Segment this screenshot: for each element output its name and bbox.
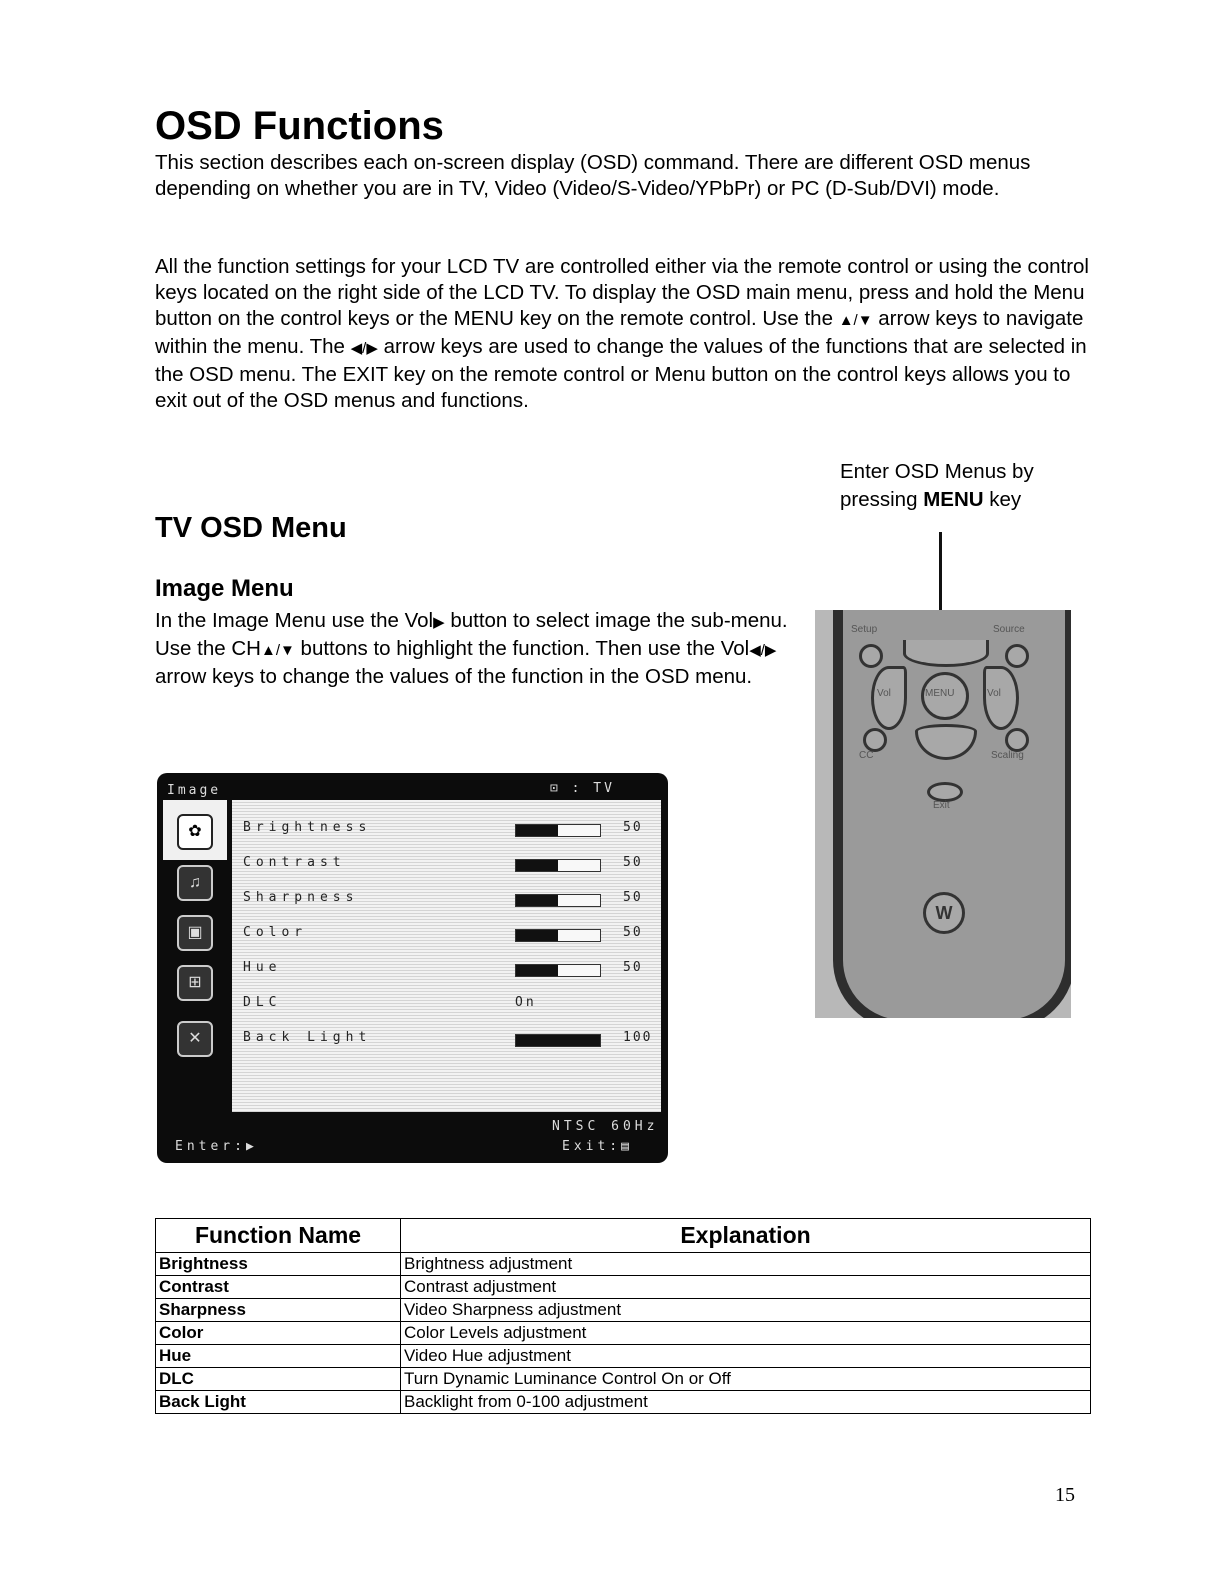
ch-up-button[interactable] xyxy=(903,640,989,667)
intro-paragraph-1: This section describes each on-screen display (OSD) command. There are different OSD menus depending on whether you are in TV, Video (Video/S-Video/YPbPr) or PC (D-Sub/DVI) mode. xyxy=(155,151,1031,200)
back-light-level-bar xyxy=(515,1034,601,1047)
table-row xyxy=(156,1345,1091,1368)
osd-image-menu-screen xyxy=(157,773,668,1163)
table-row xyxy=(156,1368,1091,1391)
image-menu-heading: Image Menu xyxy=(155,575,294,602)
osd-level-bar xyxy=(515,859,601,872)
explanation-cell: Video Sharpness adjustment xyxy=(401,1299,1091,1322)
function-table xyxy=(155,1218,1091,1414)
explanation-cell: Brightness adjustment xyxy=(401,1253,1091,1276)
osd-exit-hint: Exit:▤ xyxy=(562,1139,633,1154)
function-name-cell: Contrast xyxy=(156,1276,401,1299)
osd-row-color[interactable] xyxy=(243,919,658,949)
osd-row-value: 50 xyxy=(623,925,643,940)
source-button[interactable] xyxy=(1005,644,1029,668)
table-row xyxy=(156,1253,1091,1276)
remote-label-setup: Setup xyxy=(851,624,878,635)
page-number: 15 xyxy=(1055,1484,1075,1506)
brand-logo: W xyxy=(923,892,965,934)
osd-row-label: Sharpness xyxy=(243,890,359,905)
function-name-cell: DLC xyxy=(156,1368,401,1391)
osd-row-label: Contrast xyxy=(243,855,346,870)
osd-row-dlc[interactable]: DLC On xyxy=(243,995,537,1010)
function-name-cell: Sharpness xyxy=(156,1299,401,1322)
remote-control-photo: Setup Source Vol MENU Vol CC Scaling Exit W xyxy=(815,610,1071,1018)
osd-level-bar xyxy=(515,964,601,977)
osd-row-label: Brightness xyxy=(243,820,372,835)
osd-source-indicator: ⊡ : TV xyxy=(550,781,615,796)
scaling-button[interactable] xyxy=(1005,728,1029,752)
osd-row-label: Hue xyxy=(243,960,282,975)
osd-row-value: 50 xyxy=(623,820,643,835)
osd-tab-setup[interactable]: ✕ xyxy=(177,1021,213,1057)
osd-row-sharpness[interactable] xyxy=(243,884,658,914)
osd-row-value: 50 xyxy=(623,960,643,975)
osd-tab-pip[interactable]: ⊞ xyxy=(177,965,213,1001)
osd-row-value: 50 xyxy=(623,890,643,905)
up-down-arrows-icon: ▲/▼ xyxy=(838,312,873,329)
explanation-cell: Turn Dynamic Luminance Control On or Off xyxy=(401,1368,1091,1391)
osd-level-bar xyxy=(515,929,601,942)
osd-row-contrast[interactable] xyxy=(243,849,658,879)
table-row xyxy=(156,1322,1091,1345)
osd-menu-title: Image xyxy=(167,783,222,798)
exit-button[interactable] xyxy=(927,782,963,802)
osd-signal-info: NTSC 60Hz xyxy=(552,1119,659,1134)
cc-button[interactable] xyxy=(863,728,887,752)
image-flower-icon: ✿ xyxy=(177,814,213,850)
osd-row-back-light[interactable]: Back Light 100 xyxy=(243,1030,653,1045)
function-name-cell: Color xyxy=(156,1322,401,1345)
osd-tab-audio[interactable]: ♫ xyxy=(177,865,213,901)
function-name-cell: Back Light xyxy=(156,1391,401,1414)
osd-enter-hint: Enter:▶ xyxy=(175,1139,258,1154)
menu-key-callout: Enter OSD Menus by pressing MENU key xyxy=(840,460,1034,511)
function-name-cell: Hue xyxy=(156,1345,401,1368)
osd-tab-image[interactable] xyxy=(163,800,227,860)
intro-paragraph-2: All the function settings for your LCD TV are controlled either via the remote control or using the control keys located on the right side of the LCD TV. To display the OSD main menu, press and hold the Menu button on the control keys or the MENU key on the remote control. Use the ▲/▼ arrow keys to navigate within the menu. The ◀/▶ arrow keys are used to change the values of the functions that are selected in the OSD menu. The EXIT key on the remote control or Menu button on the control keys allows you to exit out of the OSD menus and functions. xyxy=(155,255,1089,412)
table-row xyxy=(156,1276,1091,1299)
osd-level-bar xyxy=(515,824,601,837)
image-menu-description: In the Image Menu use the Vol▶ button to select image the sub-menu. Use the CH▲/▼ buttons to highlight the function. Then use the Vol◀/▶ arrow keys to change the values of the function in the OSD menu. xyxy=(155,609,788,688)
left-right-arrows-icon: ◀/▶ xyxy=(350,340,378,357)
header-explanation: Explanation xyxy=(401,1219,1091,1253)
tv-osd-menu-heading: TV OSD Menu xyxy=(155,512,347,544)
explanation-cell: Color Levels adjustment xyxy=(401,1322,1091,1345)
explanation-cell: Backlight from 0-100 adjustment xyxy=(401,1391,1091,1414)
setup-button[interactable] xyxy=(859,644,883,668)
explanation-cell: Video Hue adjustment xyxy=(401,1345,1091,1368)
page-title: OSD Functions xyxy=(155,104,444,148)
osd-tab-tv[interactable]: ▣ xyxy=(177,915,213,951)
osd-row-hue[interactable] xyxy=(243,954,658,984)
osd-row-brightness[interactable] xyxy=(243,814,658,844)
table-row xyxy=(156,1299,1091,1322)
header-function-name: Function Name xyxy=(156,1219,401,1253)
osd-level-bar xyxy=(515,894,601,907)
osd-row-value: 50 xyxy=(623,855,643,870)
table-row xyxy=(156,1391,1091,1414)
osd-row-label: Color xyxy=(243,925,308,940)
remote-label-source: Source xyxy=(993,624,1025,635)
function-name-cell: Brightness xyxy=(156,1253,401,1276)
explanation-cell: Contrast adjustment xyxy=(401,1276,1091,1299)
remote-body xyxy=(833,610,1071,1018)
